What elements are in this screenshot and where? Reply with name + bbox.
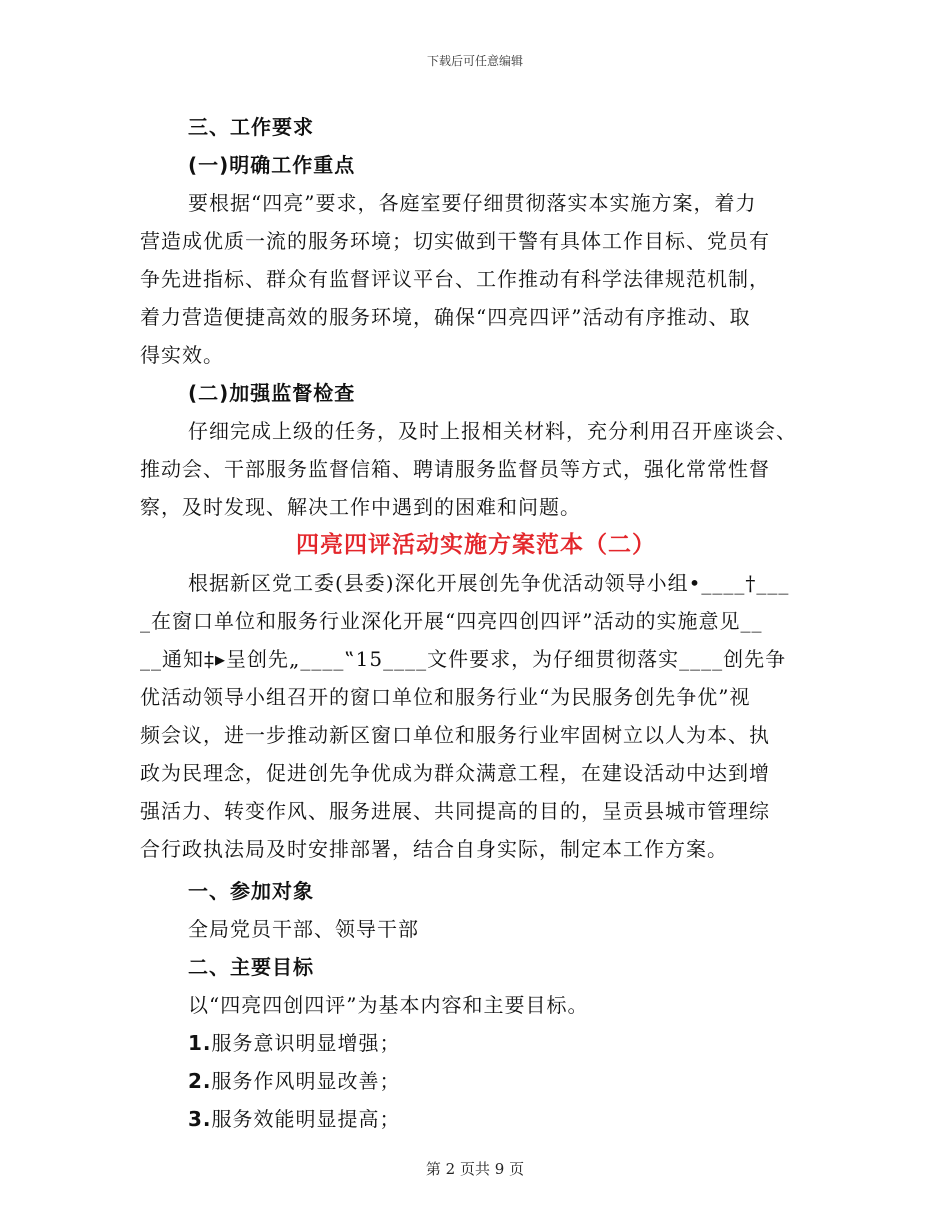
paragraph-line: 推动会、干部服务监督信箱、聘请服务监督员等方式，强化常常性督 [140, 457, 770, 481]
paragraph-line: 政为民理念，促进创先争优成为群众满意工程，在建设活动中达到增 [140, 761, 770, 785]
list-item-number: 1. [188, 1031, 212, 1055]
list-item-text: 服务作风明显改善； [211, 1069, 401, 1093]
paragraph-line: 要根据“四亮”要求，各庭室要仔细贯彻落实本实施方案，着力 [188, 191, 757, 215]
paragraph-line: 争先进指标、群众有监督评议平台、工作推动有科学法律规范机制， [140, 267, 770, 291]
section-heading-main-goals: 二、主要目标 [188, 955, 314, 979]
section-heading-work-requirements: 三、工作要求 [188, 115, 314, 139]
document-body [140, 108, 812, 1138]
paragraph-line: 营造成优质一流的服务环境；切实做到干警有具体工作目标、党员有 [140, 229, 770, 253]
paragraph-line: 仔细完成上级的任务，及时上报相关材料，充分利用召开座谈会、 [188, 419, 797, 443]
list-item-text: 服务意识明显增强； [211, 1031, 401, 1055]
list-item [140, 1062, 812, 1100]
section-heading-participants: 一、参加对象 [188, 879, 314, 903]
document-title: 四亮四评活动实施方案范本（二） [296, 532, 656, 558]
page-header: 下载后可任意编辑 [426, 54, 523, 68]
paragraph-line: 合行政执法局及时安排部署，结合自身实际，制定本工作方案。 [140, 837, 728, 861]
paragraph-line: _在窗口单位和服务行业深化开展“四亮四创四评”活动的实施意见__ [140, 609, 763, 633]
paragraph-line: 频会议，进一步推动新区窗口单位和服务行业牢固树立以人为本、执 [140, 723, 770, 747]
page-footer: 第 2 页共 9 页 [425, 1160, 525, 1178]
list-item-number: 3. [188, 1107, 212, 1131]
list-item-number: 2. [188, 1069, 212, 1093]
paragraph-line: 全局党员干部、领导干部 [188, 917, 419, 941]
paragraph-line: 着力营造便捷高效的服务环境，确保“四亮四评”活动有序推动、取 [140, 305, 751, 329]
subheading-supervision: (二)加强监督检查 [188, 381, 356, 405]
paragraph-line: __通知‡▸呈创先„____‟15____文件要求，为仔细贯彻落实____创先争 [140, 647, 787, 671]
list-item [140, 1024, 812, 1062]
paragraph-line: 根据新区党工委(县委)深化开展创先争优活动领导小组•____†___ [188, 571, 790, 595]
paragraph-line: 得实效。 [140, 343, 224, 367]
list-item-text: 服务效能明显提高； [211, 1107, 401, 1131]
paragraph-line: 察，及时发现、解决工作中遇到的困难和问题。 [140, 495, 581, 519]
paragraph-line: 以“四亮四创四评”为基本内容和主要目标。 [188, 993, 589, 1017]
list-item [140, 1100, 812, 1138]
subheading-clarify-focus: (一)明确工作重点 [188, 153, 356, 177]
paragraph-line: 强活力、转变作风、服务进展、共同提高的目的，呈贡县城市管理综 [140, 799, 770, 823]
paragraph-line: 优活动领导小组召开的窗口单位和服务行业“为民服务创先争优”视 [140, 685, 751, 709]
